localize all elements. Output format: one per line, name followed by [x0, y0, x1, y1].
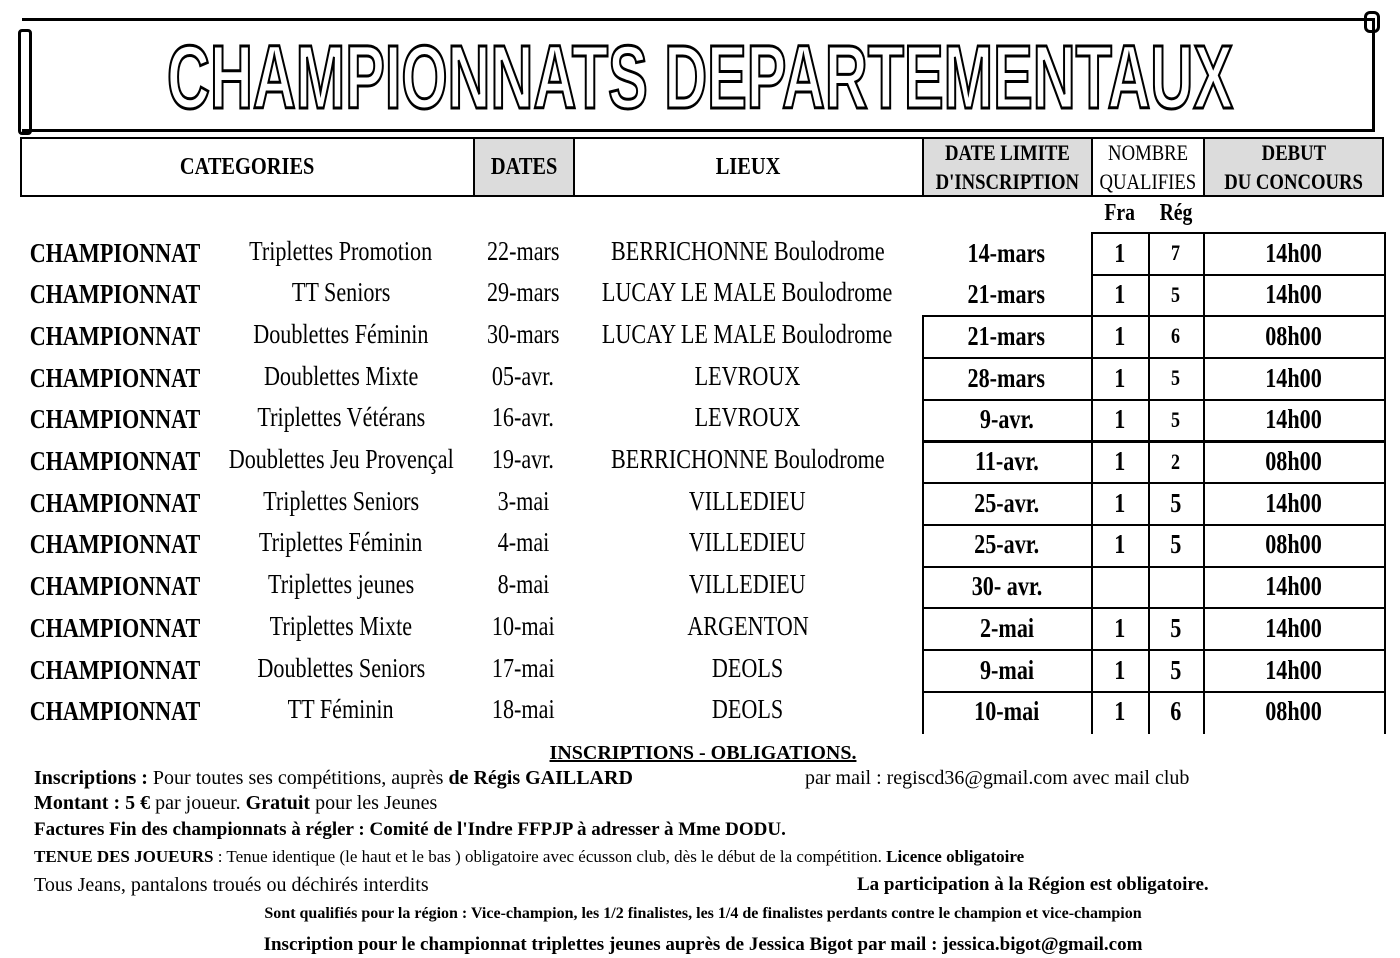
- date: 4-mai: [497, 527, 549, 558]
- championnat-label: CHAMPIONNAT: [29, 404, 201, 435]
- start-time: 08h00: [1265, 320, 1322, 351]
- qualified-region: 6: [1169, 696, 1182, 727]
- date: 16-avr.: [491, 402, 555, 433]
- header-nombre-line1: NOMBRE: [1107, 140, 1189, 165]
- qualified-france: 1: [1113, 237, 1126, 268]
- start-time: 14h00: [1265, 404, 1322, 435]
- championnat-label: CHAMPIONNAT: [29, 362, 201, 393]
- footer-tenue: [34, 845, 1024, 869]
- championnat-label: CHAMPIONNAT: [29, 446, 201, 476]
- qualified-france: 1: [1113, 446, 1126, 476]
- header-date-limite-line1: DATE LIMITE: [945, 140, 1070, 165]
- championnat-label: CHAMPIONNAT: [29, 529, 201, 560]
- qualified-france: [1091, 567, 1148, 607]
- qualified-region: 5: [1169, 654, 1182, 685]
- registration-deadline: 25-avr.: [974, 529, 1039, 560]
- qualified-region: 7: [1170, 240, 1181, 265]
- category: TT Féminin: [287, 694, 394, 725]
- location: LUCAY LE MALE Boulodrome: [602, 277, 893, 308]
- footer-heading: INSCRIPTIONS - OBLIGATIONS.: [549, 742, 857, 764]
- start-time: 14h00: [1265, 612, 1322, 643]
- registration-deadline: 9-mai: [979, 654, 1034, 685]
- category: Doublettes Mixte: [263, 360, 419, 391]
- start-time: 08h00: [1265, 529, 1322, 560]
- championnat-label: CHAMPIONNAT: [29, 612, 201, 643]
- start-time: 14h00: [1265, 362, 1322, 393]
- start-time: 08h00: [1265, 696, 1322, 727]
- registration-deadline: 25-avr.: [974, 487, 1039, 518]
- qualified-france: 1: [1113, 696, 1126, 727]
- championnat-label: CHAMPIONNAT: [29, 320, 201, 351]
- location: DEOLS: [711, 652, 784, 683]
- championnat-label: CHAMPIONNAT: [29, 654, 201, 685]
- championnat-label: CHAMPIONNAT: [29, 571, 201, 602]
- qualified-region: 5: [1169, 612, 1182, 643]
- date: 3-mai: [497, 485, 549, 516]
- location: BERRICHONNE Boulodrome: [610, 444, 885, 474]
- footer-inscriptions: [34, 766, 633, 790]
- registration-deadline: 21-mars: [967, 279, 1046, 310]
- footer-tenue-label: TENUE DES JOUEURS: [34, 847, 214, 866]
- footer-jeunes-text: pour les Jeunes: [310, 792, 438, 814]
- start-time: 14h00: [1265, 654, 1322, 685]
- date: 22-mars: [486, 235, 560, 266]
- page-title: CHAMPIONNATS DEPARTEMENTAUX: [167, 28, 1233, 128]
- qualified-region: 5: [1169, 529, 1182, 560]
- header-fra: Fra: [1104, 199, 1135, 226]
- header-lieux: [573, 137, 924, 197]
- footer-inscriptions-contact: de Régis GAILLARD: [448, 767, 633, 789]
- location: VILLEDIEU: [689, 485, 806, 516]
- start-time: 14h00: [1265, 237, 1322, 268]
- registration-deadline: 11-avr.: [974, 446, 1039, 476]
- qualified-france: 1: [1113, 404, 1126, 435]
- qualified-region: 5: [1170, 406, 1181, 432]
- header-categories: [20, 137, 475, 197]
- championnat-label: CHAMPIONNAT: [29, 237, 201, 268]
- date: 17-mai: [491, 652, 555, 683]
- date: 8-mai: [497, 569, 549, 600]
- header-nombre-line2: QUALIFIES: [1099, 169, 1197, 194]
- category: Triplettes Seniors: [262, 485, 420, 516]
- date: 29-mars: [486, 277, 560, 308]
- championnat-label: CHAMPIONNAT: [29, 696, 201, 727]
- header-date-limite-line2: D'INSCRIPTION: [935, 169, 1080, 194]
- footer-montant: [34, 791, 437, 815]
- start-time: 14h00: [1265, 279, 1322, 310]
- location: LEVROUX: [694, 402, 801, 433]
- registration-deadline: 21-mars: [967, 320, 1046, 351]
- location: VILLEDIEU: [689, 569, 806, 600]
- header-dates: [473, 137, 575, 197]
- registration-deadline: 9-avr.: [979, 404, 1034, 435]
- header-debut-concours: [1203, 137, 1384, 197]
- footer-mail: par mail : regiscd36@gmail.com avec mail club: [805, 767, 1190, 789]
- championnat-label: CHAMPIONNAT: [29, 279, 201, 310]
- category: Triplettes jeunes: [267, 569, 415, 600]
- header-lieux-label: LIEUX: [716, 153, 781, 180]
- category: Triplettes Vétérans: [257, 402, 425, 433]
- date: 10-mai: [491, 610, 555, 641]
- category: Doublettes Féminin: [253, 318, 429, 349]
- location: LEVROUX: [694, 360, 801, 391]
- footer-inscriptions-label: Inscriptions :: [34, 767, 148, 789]
- header-debut-line1: DEBUT: [1261, 140, 1326, 165]
- date: 05-avr.: [491, 360, 555, 391]
- qualified-region: 6: [1170, 323, 1181, 349]
- location: LUCAY LE MALE Boulodrome: [602, 318, 893, 349]
- location: DEOLS: [711, 694, 784, 725]
- header-categories-label: CATEGORIES: [180, 153, 315, 180]
- location: VILLEDIEU: [689, 527, 806, 558]
- qualified-region: 2: [1170, 448, 1181, 474]
- footer-montant-label: Montant : 5 €: [34, 792, 151, 814]
- category: Triplettes Promotion: [249, 235, 433, 266]
- qualified-france: 1: [1113, 612, 1126, 643]
- start-time: 08h00: [1265, 446, 1322, 476]
- category: Triplettes Féminin: [259, 527, 423, 558]
- qualified-region: 5: [1169, 487, 1182, 518]
- footer-inscriptions-text: Pour toutes ses compétitions, auprès: [147, 767, 449, 789]
- registration-deadline: 2-mai: [979, 612, 1034, 643]
- qualified-france: 1: [1113, 529, 1126, 560]
- footer-factures: Factures Fin des championnats à régler : Comité de l'Indre FFPJP à adresser à Mme DODU.: [34, 819, 786, 840]
- category: TT Seniors: [291, 277, 391, 308]
- qualified-region: [1148, 567, 1203, 607]
- date: 19-avr.: [491, 444, 555, 474]
- qualified-region: 5: [1170, 365, 1181, 391]
- qualified-france: 1: [1113, 487, 1126, 518]
- footer-qualifies: Sont qualifiés pour la région : Vice-champion, les 1/2 finalistes, les 1/4 de finalistes perdants contre le champion et vice-champion: [264, 905, 1142, 922]
- registration-deadline: 10-mai: [973, 696, 1040, 727]
- header-nombre-qualifies: [1091, 137, 1205, 197]
- qualified-france: 1: [1113, 654, 1126, 685]
- footer-jeunes: Inscription pour le championnat triplettes jeunes auprès de Jessica Bigot par mail : jessica.bigot@gmail.com: [263, 934, 1143, 955]
- qualified-france: 1: [1113, 279, 1126, 310]
- registration-deadline: 28-mars: [967, 362, 1046, 393]
- footer-gratuit: Gratuit: [245, 792, 311, 814]
- location: BERRICHONNE Boulodrome: [610, 235, 885, 266]
- category: Doublettes Jeu Provençal: [228, 444, 454, 474]
- header-dates-label: DATES: [490, 153, 558, 180]
- qualified-france: 1: [1113, 362, 1126, 393]
- footer-jeans: Tous Jeans, pantalons troués ou déchirés interdits: [34, 874, 429, 896]
- qualified-region: 5: [1170, 281, 1181, 307]
- start-time: 14h00: [1265, 487, 1322, 518]
- header-date-limite: [922, 137, 1093, 197]
- start-time: 14h00: [1265, 571, 1322, 602]
- footer-montant-text: par joueur.: [150, 792, 246, 814]
- footer-participation: La participation à la Région est obligatoire.: [857, 874, 1209, 895]
- qualified-france: 1: [1113, 320, 1126, 351]
- footer-licence: Licence obligatoire: [886, 847, 1025, 866]
- date: 30-mars: [486, 318, 560, 349]
- date: 18-mai: [491, 694, 555, 725]
- category: Doublettes Seniors: [257, 652, 425, 683]
- header-reg: Rég: [1159, 199, 1192, 226]
- registration-deadline: 14-mars: [967, 237, 1046, 268]
- footer-tenue-text: : Tenue identique (le haut et le bas ) obligatoire avec écusson club, dès le début de la compétition.: [213, 847, 887, 866]
- registration-deadline: 30- avr.: [971, 571, 1042, 602]
- header-debut-line2: DU CONCOURS: [1224, 169, 1363, 194]
- location: ARGENTON: [686, 610, 809, 641]
- category: Triplettes Mixte: [269, 610, 413, 641]
- championnat-label: CHAMPIONNAT: [29, 487, 201, 518]
